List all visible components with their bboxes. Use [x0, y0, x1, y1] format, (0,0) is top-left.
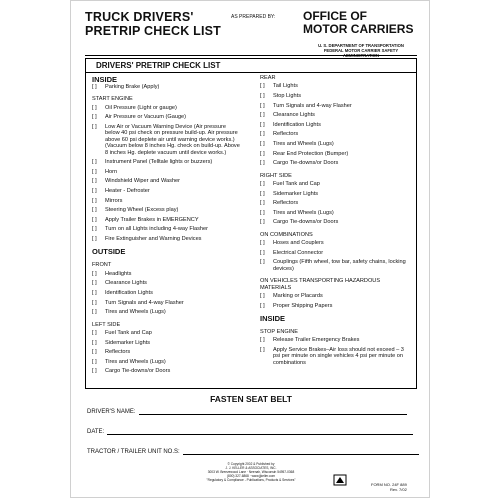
checklist-item-label: Couplings (Fifth wheel, tow bar, safety chains, locking devices)	[273, 259, 406, 272]
checkbox-brackets[interactable]: [ ]	[92, 280, 97, 287]
checkbox-brackets[interactable]: [ ]	[92, 197, 97, 204]
checkbox-brackets[interactable]: [ ]	[260, 209, 265, 216]
checklist-item[interactable]	[260, 240, 410, 246]
checklist-item[interactable]	[260, 337, 410, 343]
subsection-heading: FRONT	[92, 262, 112, 269]
checkbox-brackets[interactable]: [ ]	[92, 309, 97, 316]
office-line-1: OFFICE OF	[303, 9, 367, 23]
checklist-item-label: Cargo Tie-downs/or Doors	[273, 219, 339, 226]
checklist-item-label: Electrical Connector	[273, 249, 324, 256]
title-line-1: TRUCK DRIVERS'	[85, 10, 194, 24]
checkbox-brackets[interactable]: [ ]	[260, 140, 265, 147]
dept-line-2: FEDERAL MOTOR CARRIER SAFETY	[323, 48, 399, 53]
document-title	[85, 10, 221, 38]
checklist-item[interactable]	[260, 303, 410, 309]
right-column	[260, 75, 410, 369]
checkbox-brackets[interactable]: [ ]	[92, 188, 97, 194]
checklist-item-label: Reflectors	[273, 200, 299, 207]
checklist-item[interactable]	[92, 178, 242, 184]
dept-line-1: U. S. DEPARTMENT OF TRANSPORTATION	[318, 43, 404, 48]
form-title-divider	[86, 72, 416, 73]
checklist-item-label: Instrument Panel (Telltale lights or buzzers)	[105, 159, 213, 166]
checkbox-brackets[interactable]: [ ]	[260, 83, 265, 90]
checklist-item[interactable]	[92, 359, 242, 365]
footer-line: © Copyright 2002 & Published by	[227, 462, 275, 466]
form-number-line: FORM NO. 24F 889	[371, 482, 407, 487]
checklist-item[interactable]	[260, 181, 410, 187]
checklist-item-label: Clearance Lights	[105, 280, 147, 287]
subsection-heading: REAR	[260, 75, 276, 81]
checklist-item-label: Clearance Lights	[273, 112, 315, 119]
checklist-item-label: Cargo Tie-downs/or Doors	[273, 160, 339, 167]
section-heading: INSIDE	[260, 313, 286, 323]
checklist-item-label: Fuel Tank and Cap	[105, 329, 152, 336]
form-number	[371, 482, 407, 492]
checklist-item[interactable]	[92, 124, 242, 156]
section-heading: OUTSIDE	[92, 247, 126, 257]
checklist-item[interactable]	[92, 217, 242, 223]
section-heading: INSIDE	[92, 75, 118, 84]
checkbox-brackets[interactable]: [ ]	[92, 159, 97, 166]
checklist-form	[85, 58, 417, 389]
checklist-item[interactable]	[92, 280, 242, 286]
office-line-2: MOTOR CARRIERS	[303, 22, 414, 36]
checklist-item-label: Low Air or Vacuum Warning Device (Air pressure below 40 psi check on pressure build-up. Air pressure above 60 psi deplete air until warning device works.) (Vacuum below 8 inches Hg. check on build-up. Above 8 inches Hg. deplete vacuum until device works.)	[105, 124, 240, 156]
checklist-item-label: Tires and Wheels (Lugs)	[273, 209, 334, 216]
checkbox-brackets[interactable]: [ ]	[92, 289, 97, 296]
unit-number-label: TRACTOR / TRAILER UNIT NO.S:	[87, 449, 180, 455]
checklist-item-label: Horn	[105, 168, 118, 175]
footer-line: "Regulatory & Compliance - Publications, Products & Services"	[206, 478, 296, 482]
checkbox-brackets[interactable]: [ ]	[260, 102, 265, 109]
checklist-item-label: Apply Trailer Brakes in EMERGENCY	[105, 216, 199, 223]
unit-number-field[interactable]	[87, 447, 419, 455]
checklist-item-label: Heater - Defroster	[105, 188, 150, 194]
checklist-item-label: Tires and Wheels (Lugs)	[105, 358, 166, 365]
subsection-heading: START ENGINE	[92, 96, 133, 103]
form-title: DRIVERS' PRETRIP CHECK LIST	[96, 61, 221, 70]
checkbox-brackets[interactable]: [ ]	[92, 178, 97, 185]
checklist-item[interactable]	[260, 151, 410, 157]
checklist-item[interactable]	[260, 112, 410, 118]
checklist-item[interactable]	[260, 131, 410, 137]
subsection-heading: RIGHT SIDE	[260, 172, 292, 179]
checklist-item[interactable]	[92, 198, 242, 204]
item-list	[260, 293, 410, 309]
item-list	[260, 337, 410, 366]
checklist-item[interactable]	[92, 226, 242, 232]
footer-line: (800) 327-6868 · www.jjkeller.com	[226, 474, 275, 478]
checklist-item-label: Air Pressure or Vacuum (Gauge)	[105, 114, 187, 121]
checklist-item[interactable]	[92, 207, 242, 213]
checkbox-brackets[interactable]: [ ]	[92, 299, 97, 306]
date-field[interactable]	[87, 427, 413, 435]
date-label: DATE:	[87, 429, 105, 435]
subsection-heading: LEFT SIDE	[92, 321, 121, 328]
footer-line: 3003 W. Breezewood Lane · Neenah, Wisconsin 54957-0368	[207, 470, 295, 474]
checklist-item-label: Oil Pressure (Light or gauge)	[105, 104, 177, 111]
checkbox-brackets[interactable]: [ ]	[260, 302, 265, 309]
item-list	[260, 181, 410, 226]
prepared-by-label: AS PREPARED BY:	[231, 14, 276, 20]
checkbox-brackets[interactable]: [ ]	[92, 207, 97, 214]
checkbox-brackets[interactable]: [ ]	[92, 168, 97, 175]
checklist-item-label: Marking or Placards	[273, 292, 323, 299]
checkbox-brackets[interactable]: [ ]	[92, 114, 97, 121]
checklist-item[interactable]	[260, 122, 410, 128]
checklist-item[interactable]	[92, 236, 242, 242]
checkbox-brackets[interactable]: [ ]	[92, 104, 97, 111]
checkbox-brackets[interactable]: [ ]	[260, 190, 265, 197]
header-divider	[85, 55, 417, 56]
fasten-seat-belt: FASTEN SEAT BELT	[210, 394, 292, 404]
footer-line: J. J. KELLER & ASSOCIATES, INC.	[225, 466, 277, 470]
checklist-item-label: Release Trailer Emergency Brakes	[273, 337, 360, 344]
checkbox-brackets[interactable]: [ ]	[260, 259, 265, 266]
checklist-item[interactable]	[92, 105, 242, 111]
checklist-item[interactable]	[260, 347, 410, 366]
checklist-item[interactable]	[260, 93, 410, 99]
checklist-item-label: Fuel Tank and Cap	[273, 180, 320, 187]
checkbox-brackets[interactable]: [ ]	[260, 121, 265, 128]
checklist-item[interactable]	[260, 259, 410, 272]
checklist-item-label: Hoses and Couplers	[273, 240, 324, 247]
checklist-item[interactable]	[260, 219, 410, 225]
checkbox-brackets[interactable]: [ ]	[92, 124, 97, 130]
checklist-item-label: Reflectors	[273, 131, 299, 138]
publisher-logo-icon	[333, 474, 347, 486]
checklist-item-label: Mirrors	[105, 197, 123, 204]
checkbox-brackets[interactable]: [ ]	[92, 368, 97, 375]
checklist-item-label: Cargo Tie-downs/or Doors	[105, 368, 171, 375]
checklist-item-label: Proper Shipping Papers	[273, 302, 333, 309]
checklist-item[interactable]	[92, 290, 242, 296]
checklist-item[interactable]	[260, 141, 410, 147]
subsection-heading: ON VEHICLES TRANSPORTING HAZARDOUS MATERIALS	[260, 278, 381, 291]
checkbox-brackets[interactable]: [ ]	[92, 329, 97, 336]
date-line[interactable]	[107, 427, 413, 435]
item-list	[92, 330, 242, 375]
checklist-item[interactable]	[260, 200, 410, 206]
checklist-item-label: Tires and Wheels (Lugs)	[273, 140, 334, 147]
checklist-sheet	[70, 0, 430, 498]
checklist-item-label: Fire Extinguisher and Warning Devices	[105, 235, 202, 242]
checklist-item[interactable]	[260, 83, 410, 89]
driver-name-line[interactable]	[139, 407, 407, 415]
checkbox-brackets[interactable]: [ ]	[260, 240, 265, 247]
checkbox-brackets[interactable]: [ ]	[260, 160, 265, 167]
checkbox-brackets[interactable]: [ ]	[260, 150, 265, 157]
checklist-item[interactable]	[92, 340, 242, 346]
checkbox-brackets[interactable]: [ ]	[260, 112, 265, 119]
checklist-item-label: Tires and Wheels (Lugs)	[105, 309, 166, 316]
checklist-item-label: Reflectors	[105, 349, 131, 356]
item-list	[92, 271, 242, 316]
checklist-item[interactable]	[260, 250, 410, 256]
item-list	[260, 83, 410, 166]
subsection-heading: ON COMBINATIONS	[260, 231, 313, 238]
checklist-item-label: Headlights	[105, 270, 132, 277]
checklist-item[interactable]	[92, 309, 242, 315]
checklist-item[interactable]	[92, 159, 242, 165]
checklist-item-label: Parking Brake (Apply)	[105, 84, 160, 90]
checklist-item[interactable]	[92, 271, 242, 277]
driver-name-field[interactable]	[87, 407, 407, 415]
publisher-footer	[191, 462, 311, 482]
checklist-item[interactable]	[92, 84, 242, 90]
checklist-item[interactable]	[92, 300, 242, 306]
checklist-item[interactable]	[92, 368, 242, 374]
driver-name-label: DRIVER'S NAME:	[87, 409, 136, 415]
checklist-item-label: Sidemarker Lights	[105, 339, 151, 346]
checklist-item[interactable]	[260, 293, 410, 299]
checklist-item-label: Turn on all Lights including 4-way Flasher	[105, 226, 209, 233]
checkbox-brackets[interactable]: [ ]	[92, 339, 97, 346]
checklist-item[interactable]	[92, 114, 242, 120]
office-name	[303, 10, 413, 36]
unit-number-line[interactable]	[183, 447, 419, 455]
left-column	[92, 75, 242, 378]
checkbox-brackets[interactable]: [ ]	[92, 235, 97, 242]
checklist-item[interactable]	[92, 349, 242, 355]
checkbox-brackets[interactable]: [ ]	[92, 226, 97, 233]
checkbox-brackets[interactable]: [ ]	[260, 180, 265, 187]
checklist-item-label: Rear End Protection (Bumper)	[273, 150, 349, 157]
checkbox-brackets[interactable]: [ ]	[260, 346, 265, 353]
checklist-item[interactable]	[92, 330, 242, 336]
title-line-2: PRETRIP CHECK LIST	[85, 24, 222, 38]
checkbox-brackets[interactable]: [ ]	[260, 249, 265, 256]
item-list	[260, 240, 410, 272]
revision-line: Rev. 7/02	[389, 487, 407, 492]
checklist-item-label: Apply Service Brakes–Air loss should not exceed – 3 psi per minute on single vehicles 4 psi per minute on combinations	[273, 346, 404, 366]
checkbox-brackets[interactable]: [ ]	[260, 200, 265, 207]
checklist-item[interactable]	[92, 188, 242, 194]
checklist-item-label: Turn Signals and 4-way Flasher	[273, 102, 352, 109]
checklist-item[interactable]	[260, 160, 410, 166]
checklist-item-label: Sidemarker Lights	[273, 190, 319, 197]
checklist-item-label: Tail Lights	[273, 83, 298, 90]
checklist-item-label: Identification Lights	[273, 121, 321, 128]
checklist-item-label: Identification Lights	[105, 289, 153, 296]
item-list	[92, 105, 242, 243]
checklist-item[interactable]	[92, 169, 242, 175]
subsection-heading: STOP ENGINE	[260, 328, 299, 335]
checklist-item-label: Stop Lights	[273, 93, 301, 99]
checklist-item-label: Windshield Wiper and Washer	[105, 178, 181, 185]
checkbox-brackets[interactable]: [ ]	[92, 216, 97, 223]
checklist-item[interactable]	[260, 191, 410, 197]
item-list	[92, 84, 242, 90]
checkbox-brackets[interactable]: [ ]	[92, 84, 97, 90]
checklist-item-label: Turn Signals and 4-way Flasher	[105, 299, 184, 306]
checkbox-brackets[interactable]: [ ]	[92, 349, 97, 356]
checkbox-brackets[interactable]: [ ]	[260, 131, 265, 138]
checklist-item[interactable]	[260, 210, 410, 216]
checkbox-brackets[interactable]: [ ]	[260, 337, 265, 344]
checklist-item[interactable]	[260, 103, 410, 109]
checkbox-brackets[interactable]: [ ]	[92, 270, 97, 277]
checkbox-brackets[interactable]: [ ]	[260, 93, 265, 99]
checkbox-brackets[interactable]: [ ]	[92, 358, 97, 365]
checkbox-brackets[interactable]: [ ]	[260, 219, 265, 226]
checkbox-brackets[interactable]: [ ]	[260, 292, 265, 299]
checklist-item-label: Steering Wheel (Excess play)	[105, 207, 179, 214]
